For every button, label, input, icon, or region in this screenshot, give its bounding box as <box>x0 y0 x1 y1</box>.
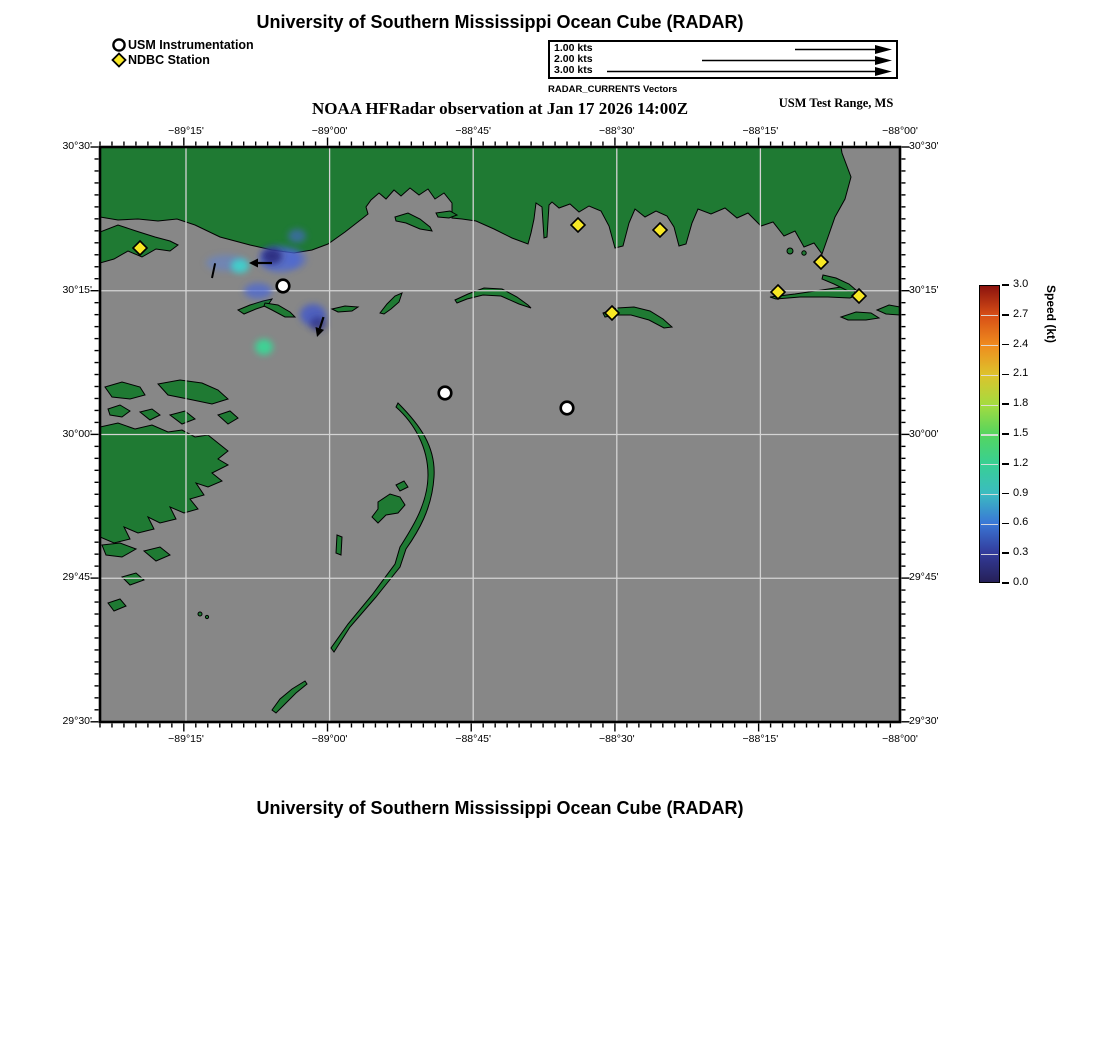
x-axis-label: −89°00' <box>311 733 348 745</box>
current-speed-patch <box>262 248 282 264</box>
ndbc-station-marker-icon <box>113 54 126 67</box>
land-islet <box>802 251 806 255</box>
x-axis-label: −88°15' <box>742 733 779 745</box>
subtitle: NOAA HFRadar observation at Jan 17 2026 14:00Z <box>311 99 689 118</box>
colorbar-tick-label: 3.0 <box>1013 278 1029 290</box>
colorbar-tick <box>1002 463 1009 465</box>
x-axis-label: −88°00' <box>882 125 918 137</box>
map-frame <box>62 125 939 745</box>
vector-scale-arrowhead <box>875 67 892 76</box>
colorbar-tick-label: 1.5 <box>1013 427 1029 439</box>
x-axis-label: −89°00' <box>311 125 348 137</box>
y-axis-label: 30°30' <box>909 140 939 152</box>
land-islet <box>787 248 793 254</box>
colorbar-tick-label: 1.2 <box>1013 456 1029 469</box>
x-axis-label: −88°45' <box>455 125 492 137</box>
colorbar-tick <box>1002 493 1009 495</box>
y-axis-label: 30°00' <box>909 427 939 440</box>
current-speed-patch <box>255 339 273 355</box>
colorbar-tick-label: 0.3 <box>1013 546 1029 559</box>
y-axis-label: 30°15' <box>62 283 92 296</box>
vector-scale-caption: RADAR_CURRENTS Vectors <box>548 84 678 95</box>
colorbar-tick-label: 2.7 <box>1013 307 1029 320</box>
colorbar-tick-label: 1.8 <box>1013 397 1029 410</box>
y-axis-label: 30°00' <box>62 427 92 440</box>
colorbar-tick-label: 2.1 <box>1013 367 1029 380</box>
x-axis-label: −88°00' <box>882 733 918 745</box>
colorbar-tick-label: 2.4 <box>1013 337 1029 350</box>
x-axis-label: −89°15' <box>168 125 204 137</box>
x-axis-label: −88°30' <box>598 733 635 745</box>
colorbar-divider <box>981 405 998 406</box>
x-axis-label: −88°45' <box>455 733 492 745</box>
y-axis-label: 29°45' <box>909 571 939 584</box>
colorbar-tick <box>1002 433 1009 435</box>
legend-label-usm: USM Instrumentation <box>128 38 254 52</box>
colorbar-tick <box>1002 284 1009 286</box>
marsh-islet <box>198 612 202 616</box>
colorbar-divider <box>981 375 998 376</box>
colorbar-tick <box>1002 552 1009 554</box>
current-speed-patch <box>231 259 249 273</box>
vector-scale-arrows <box>550 42 896 77</box>
colorbar-gradient <box>979 285 1000 583</box>
colorbar-tick-label: 0.6 <box>1013 516 1029 529</box>
colorbar-tick <box>1002 523 1009 525</box>
usm-instrument-marker <box>277 280 290 293</box>
y-axis-label: 30°15' <box>909 283 939 296</box>
colorbar-divider <box>981 345 998 346</box>
colorbar-tick <box>1002 403 1009 405</box>
range-label: USM Test Range, MS <box>778 96 894 110</box>
colorbar-divider <box>981 554 998 555</box>
y-axis-label: 29°45' <box>62 571 92 584</box>
vector-scale-label: 2.00 kts <box>554 53 593 65</box>
colorbar-tick <box>1002 582 1009 584</box>
legend-markers <box>111 37 129 71</box>
colorbar-title: Speed (kt) <box>1044 285 1058 344</box>
colorbar-tick-label: 0.0 <box>1013 576 1029 588</box>
x-axis-label: −88°30' <box>598 125 635 137</box>
vector-scale-box <box>548 40 898 79</box>
top-title: University of Southern Mississippi Ocean Cube (RADAR) <box>256 12 744 32</box>
colorbar-divider <box>981 524 998 525</box>
current-speed-patch <box>288 229 306 243</box>
usm-instrument-marker <box>561 402 574 415</box>
colorbar-divider <box>981 315 998 316</box>
current-speed-patch <box>244 283 272 299</box>
usm-instrumentation-marker-icon <box>113 39 124 50</box>
colorbar <box>979 278 1029 588</box>
colorbar-divider <box>981 464 998 465</box>
usm-instrument-marker <box>439 387 452 400</box>
vector-scale-label: 3.00 kts <box>554 64 593 76</box>
marsh-islet <box>205 615 208 618</box>
y-axis-label: 30°30' <box>62 140 92 152</box>
vector-scale-arrowhead <box>875 45 892 54</box>
colorbar-divider <box>981 494 998 495</box>
x-axis-label: −89°15' <box>168 733 204 745</box>
vector-scale-label: 1.00 kts <box>554 42 593 54</box>
colorbar-divider <box>981 434 998 435</box>
legend-label-ndbc: NDBC Station <box>128 53 210 67</box>
y-axis-label: 29°30' <box>909 715 939 727</box>
colorbar-tick <box>1002 314 1009 316</box>
map-canvas <box>88 135 912 734</box>
x-axis-label: −88°15' <box>742 125 779 137</box>
vector-scale-arrowhead <box>875 56 892 65</box>
land-island <box>336 535 342 555</box>
bottom-title: University of Southern Mississippi Ocean Cube (RADAR) <box>256 798 744 818</box>
colorbar-tick <box>1002 344 1009 346</box>
colorbar-tick <box>1002 374 1009 376</box>
colorbar-tick-label: 0.9 <box>1013 486 1029 499</box>
y-axis-label: 29°30' <box>62 715 92 727</box>
